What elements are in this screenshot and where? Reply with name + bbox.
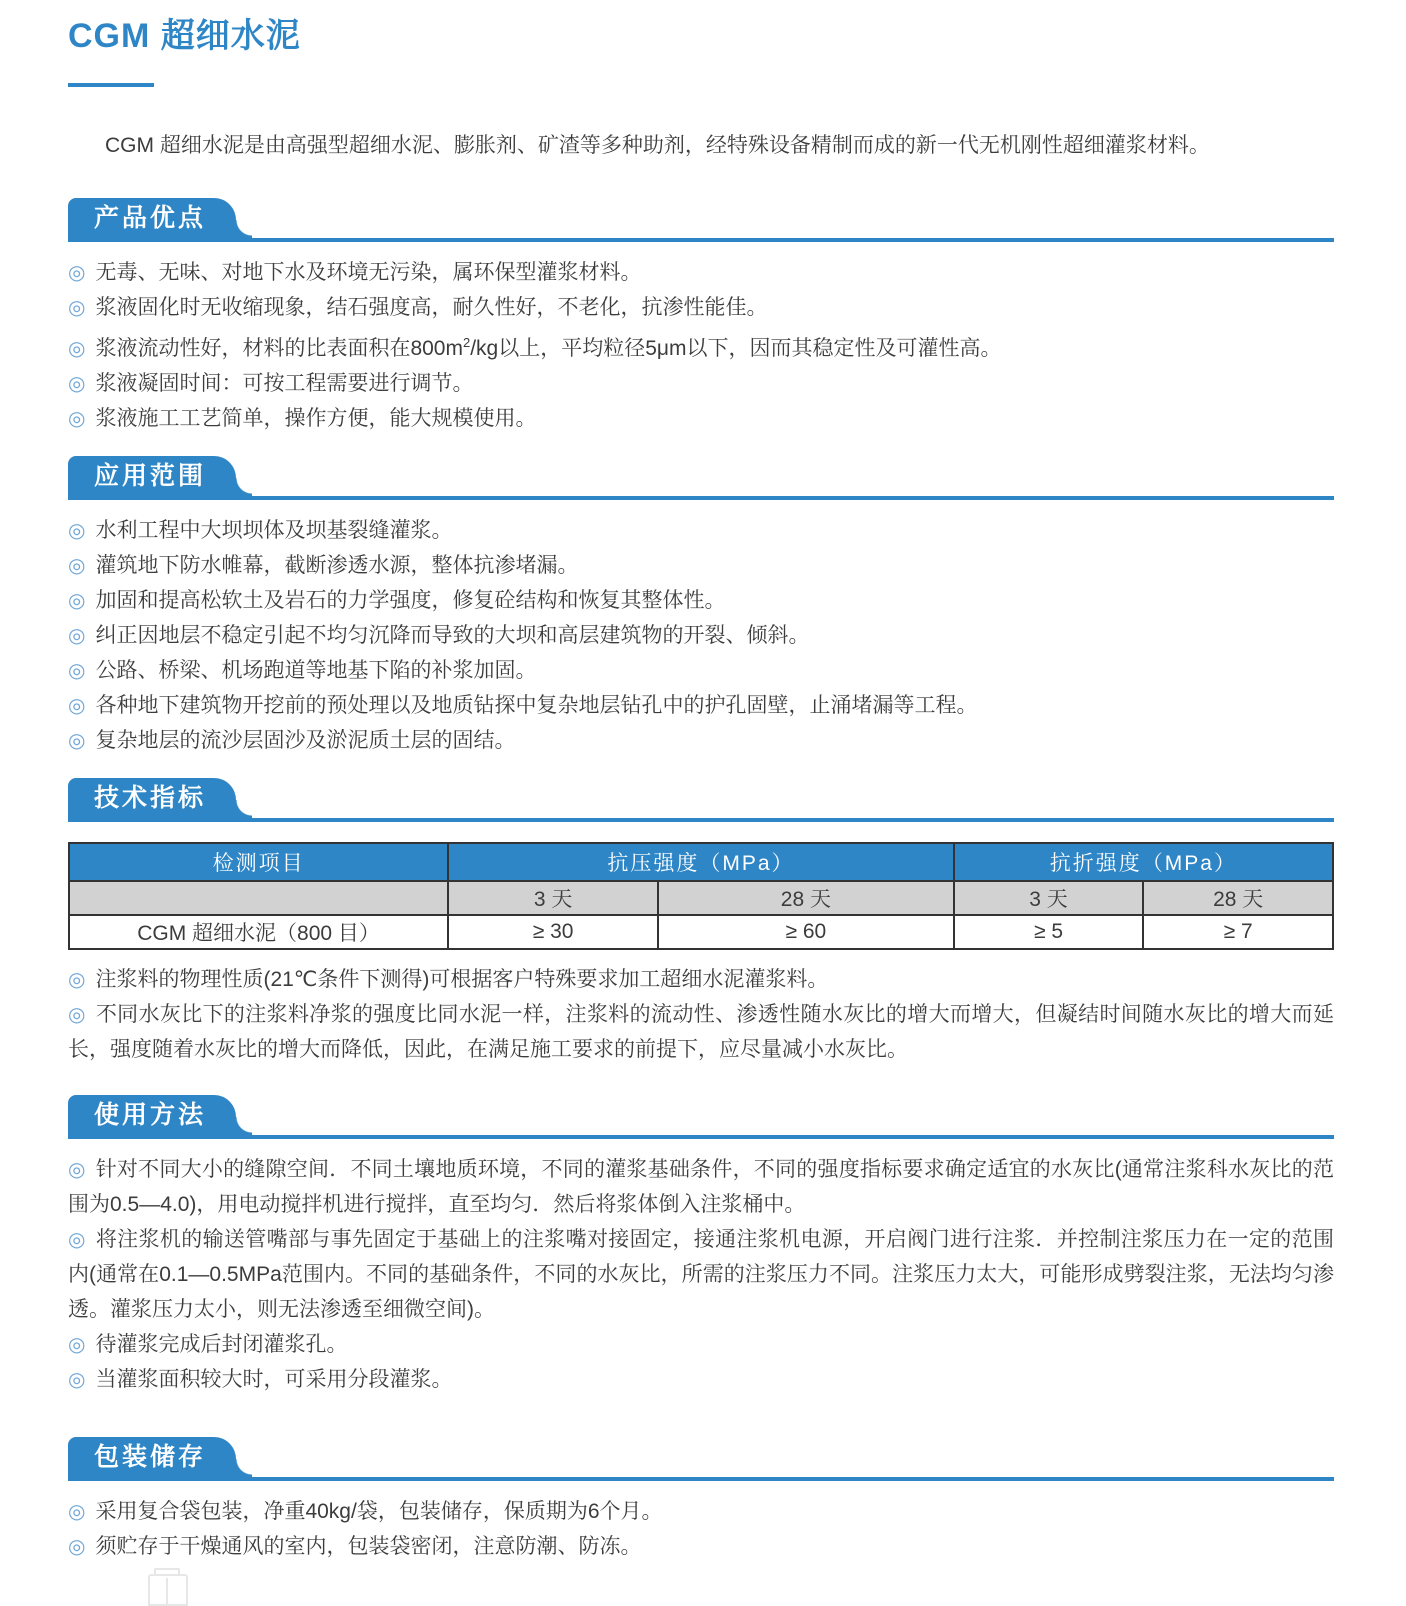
spec-note-item [68,997,1334,1067]
spec-group-header-compressive: 抗压强度（MPa） [448,843,954,881]
application-item-text: 各种地下建筑物开挖前的预处理以及地质钻探中复杂地层钻孔中的护孔固壁，止涌堵漏等工程。 [95,693,978,717]
bullseye-bullet-icon: ◎ [68,1331,86,1356]
advantage-item [68,401,1334,436]
bullseye-bullet-icon: ◎ [68,657,86,682]
spec-col-header: 检测项目 [69,843,448,881]
application-item-text: 加固和提高松软土及岩石的力学强度，修复砼结构和恢复其整体性。 [95,588,726,612]
application-item [68,688,1334,723]
bullseye-bullet-icon: ◎ [68,335,86,360]
bullseye-bullet-icon: ◎ [68,1498,86,1523]
bullseye-bullet-icon: ◎ [68,966,86,991]
storage-item-text: 采用复合袋包装，净重40kg/袋，包装储存，保质期为6个月。 [95,1499,663,1523]
advantage-item [68,366,1334,401]
application-item [68,583,1334,618]
spec-value: ≥ 7 [1143,915,1333,949]
section-rule [68,496,1334,500]
application-item [68,723,1334,758]
bag-body [148,1574,188,1606]
usage-item-text: 待灌浆完成后封闭灌浆孔。 [95,1332,348,1356]
application-item [68,548,1334,583]
usage-item [68,1222,1334,1327]
bullseye-bullet-icon: ◎ [68,294,86,319]
storage-item-text: 须贮存于干燥通风的室内，包装袋密闭，注意防潮、防冻。 [95,1534,642,1558]
bullseye-bullet-icon: ◎ [68,1156,86,1181]
advantage-item [68,255,1334,290]
spec-subheader: 28 天 [1143,881,1333,915]
bullseye-bullet-icon: ◎ [68,692,86,717]
spec-subheader: 3 天 [448,881,658,915]
section-rule [68,1135,1334,1139]
section-header-applications [68,456,1334,500]
application-item-text: 灌筑地下防水帷幕，截断渗透水源，整体抗渗堵漏。 [95,553,579,577]
bullseye-bullet-icon: ◎ [68,370,86,395]
application-item-text: 水利工程中大坝坝体及坝基裂缝灌浆。 [95,518,453,542]
storage-item [68,1529,1334,1564]
advantage-item-text: 浆液凝固时间：可按工程需要进行调节。 [95,371,474,395]
spec-note-text: 注浆料的物理性质(21℃条件下测得)可根据客户特殊要求加工超细水泥灌浆料。 [95,967,829,991]
bullseye-bullet-icon: ◎ [68,622,86,647]
spec-notes-list [68,962,1334,1067]
spec-product-name: CGM 超细水泥（800 目） [69,915,448,949]
spec-value: ≥ 5 [954,915,1144,949]
spec-value: ≥ 60 [658,915,954,949]
section-tab-storage: 包装储存 [68,1437,236,1477]
section-rule [68,818,1334,822]
spec-table-header-row [69,843,1333,881]
spec-subheader-empty [69,881,448,915]
advantage-item-text: 浆液流动性好，材料的比表面积在$800m^2/kg$以上，平均粒径5μm以下，因而其稳定性及可灌性高。 [95,334,1002,360]
section-header-specs [68,778,1334,822]
section-tab-advantages: 产品优点 [68,198,236,238]
superscript: 2 [462,334,471,350]
bullseye-bullet-icon: ◎ [68,727,86,752]
usage-item-text: 将注浆机的输送管嘴部与事先固定于基础上的注浆嘴对接固定，接通注浆机电源，开启阀门进行注浆．并控制注浆压力在一定的范围内(通常在0.1—0.5MPa范围内。不同的基础条件，不同的水灰比，所需的注浆压力不同。注浆压力太大，可能形成劈裂注浆，无法均匀渗透。灌浆压力太小，则无法渗透至细微空间)。 [68,1227,1334,1321]
bullseye-bullet-icon: ◎ [68,259,86,284]
advantages-list [68,255,1334,436]
section-rule [68,1477,1334,1481]
section-tab-usage: 使用方法 [68,1095,236,1135]
usage-item-text: 当灌浆面积较大时，可采用分段灌浆。 [95,1367,453,1391]
title-underline [68,83,154,87]
bullseye-bullet-icon: ◎ [68,517,86,542]
bullseye-bullet-icon: ◎ [68,405,86,430]
usage-item [68,1152,1334,1222]
advantage-item [68,325,1334,366]
application-item-text: 复杂地层的流沙层固沙及淤泥质土层的固结。 [95,728,516,752]
spec-value: ≥ 30 [448,915,658,949]
applications-list [68,513,1334,758]
advantage-item-text: 浆液固化时无收缩现象，结石强度高，耐久性好，不老化，抗渗性能佳。 [95,295,768,319]
section-tab-applications: 应用范围 [68,456,236,496]
usage-item-text: 针对不同大小的缝隙空间．不同土壤地质环境，不同的灌浆基础条件，不同的强度指标要求确定适宜的水灰比(通常注浆科水灰比的范围为0.5—4.0)，用电动搅拌机进行搅拌，直至均匀．然后将浆体倒入注浆桶中。 [68,1157,1334,1216]
section-header-advantages [68,198,1334,242]
storage-list [68,1494,1334,1564]
usage-list [68,1152,1334,1397]
spec-note-item [68,962,1334,997]
section-rule [68,238,1334,242]
bullseye-bullet-icon: ◎ [68,1001,86,1026]
spec-group-header-flexural: 抗折强度（MPa） [954,843,1333,881]
section-header-usage [68,1095,1334,1139]
bullseye-bullet-icon: ◎ [68,1226,86,1251]
spec-table [68,842,1334,950]
storage-item [68,1494,1334,1529]
spec-note-text: 不同水灰比下的注浆料净浆的强度比同水泥一样，注浆料的流动性、渗透性随水灰比的增大而增大，但凝结时间随水灰比的增大而延长，强度随着水灰比的增大而降低，因此，在满足施工要求的前提下，应尽量减小水灰比。 [68,1002,1334,1061]
advantage-item-text: 浆液施工工艺简单，操作方便，能大规模使用。 [95,406,537,430]
advantage-item [68,290,1334,325]
spec-table-data-row [69,915,1333,949]
application-item [68,653,1334,688]
advantage-item-text: 无毒、无味、对地下水及环境无污染，属环保型灌浆材料。 [95,260,642,284]
product-bag-image [140,1566,196,1606]
application-item-text: 公路、桥梁、机场跑道等地基下陷的补浆加固。 [95,658,537,682]
bullseye-bullet-icon: ◎ [68,552,86,577]
spec-subheader: 3 天 [954,881,1144,915]
application-item [68,513,1334,548]
section-header-storage [68,1437,1334,1481]
application-item [68,618,1334,653]
page-title: CGM 超细水泥 [68,17,301,55]
intro-paragraph: CGM 超细水泥是由高强型超细水泥、膨胀剂、矿渣等多种助剂，经特殊设备精制而成的新一代无机刚性超细灌浆材料。 [105,133,1210,157]
bullseye-bullet-icon: ◎ [68,1533,86,1558]
spec-table-subheader-row [69,881,1333,915]
application-item-text: 纠正因地层不稳定引起不均匀沉降而导致的大坝和高层建筑物的开裂、倾斜。 [95,623,810,647]
usage-item [68,1362,1334,1397]
section-tab-specs: 技术指标 [68,778,236,818]
spec-subheader: 28 天 [658,881,954,915]
bag-seam [166,1578,168,1606]
usage-item [68,1327,1334,1362]
bullseye-bullet-icon: ◎ [68,1366,86,1391]
bullseye-bullet-icon: ◎ [68,587,86,612]
